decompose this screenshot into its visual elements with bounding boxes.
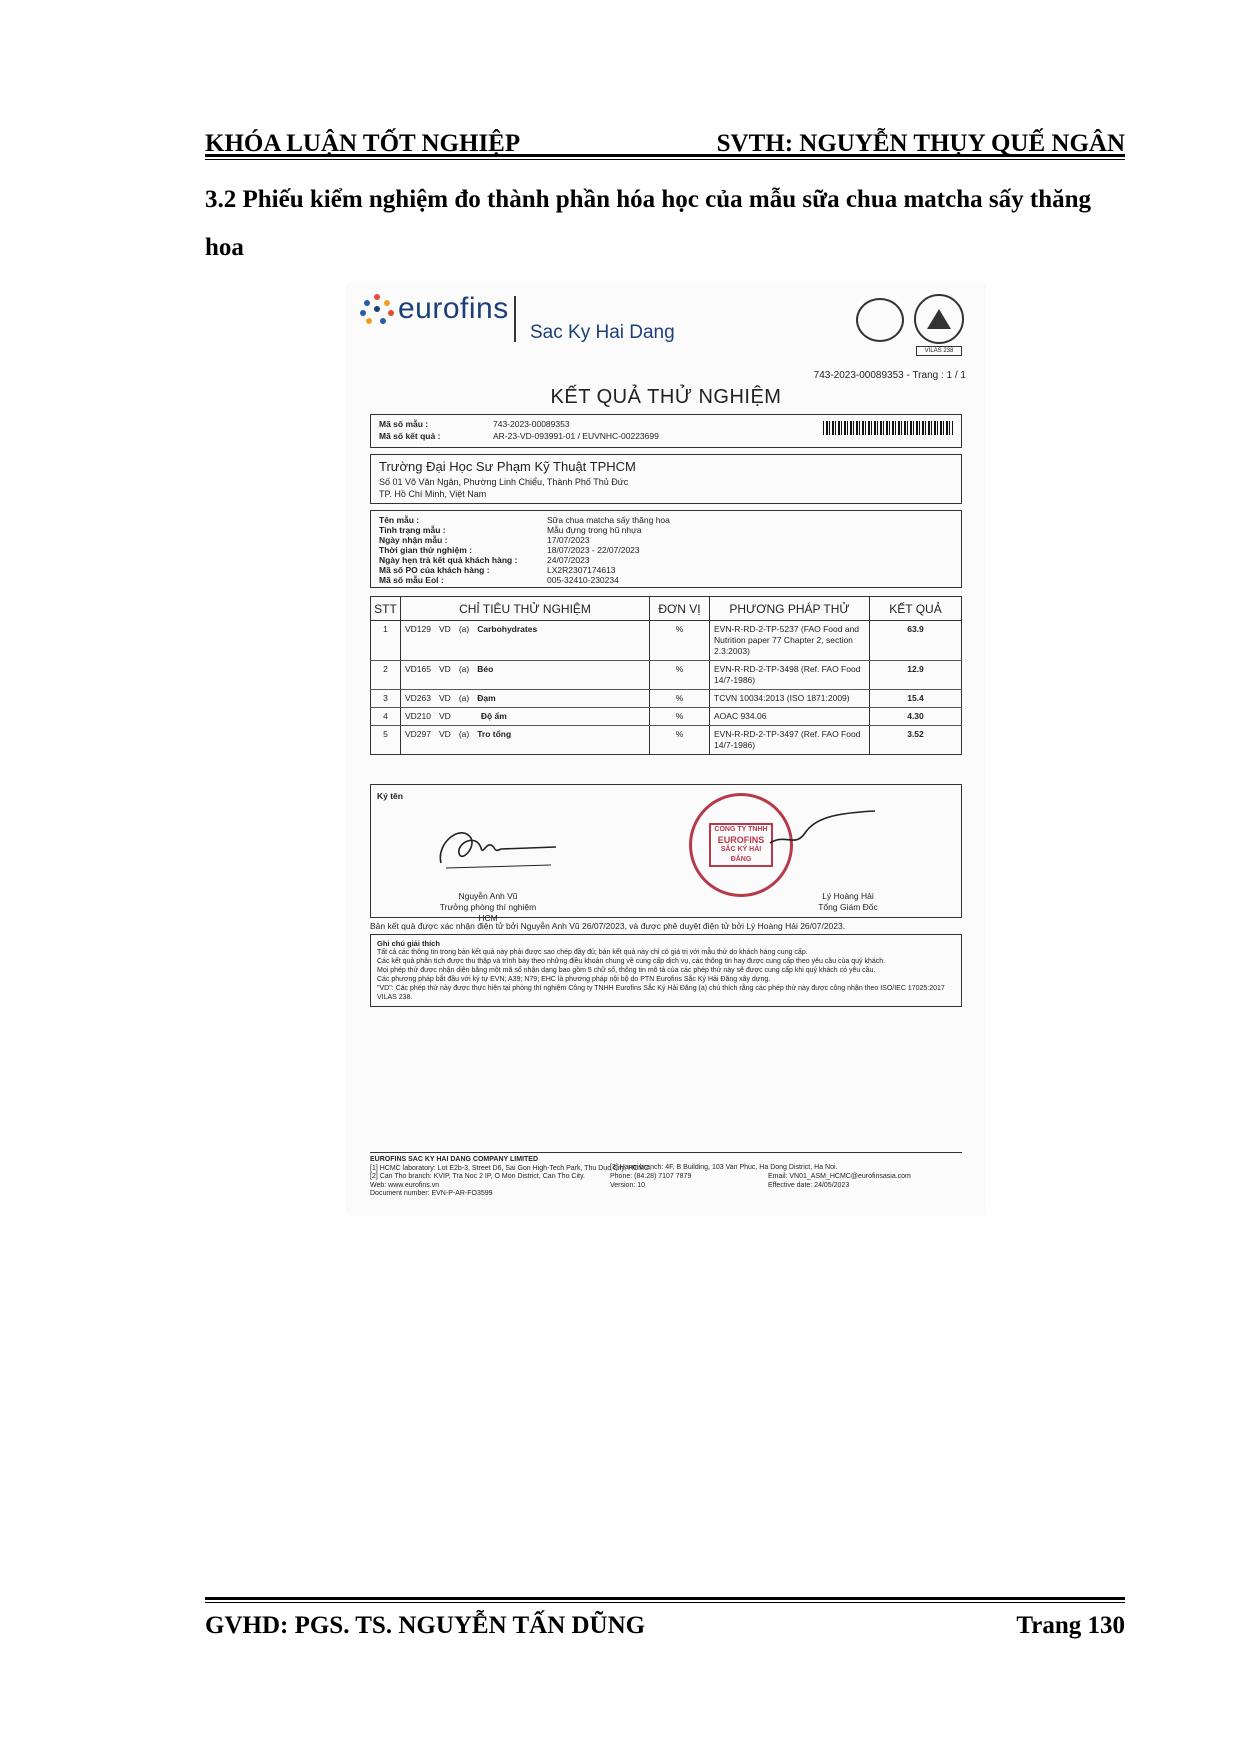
row-indicator — [405, 624, 645, 635]
section-title: 3.2 Phiếu kiểm nghiệm đo thành phần hóa học của mẫu sữa chua matcha sấy thăng hoa — [205, 186, 1091, 261]
notes-line: Các kết quả phân tích được thu thập và trình bày theo những điều khoản chung về cung cấp dịch vụ, các thông tin hay được cung cấp theo yêu cầu của quý khách. — [377, 958, 886, 965]
row-unit: % — [650, 661, 710, 690]
result-id-label: Mã số kết quả : — [379, 431, 441, 441]
sample-info-label: Ngày nhận mẫu : — [379, 535, 448, 545]
company-cantho: [2] Can Tho branch: KVIP, Tra Noc 2 IP, O Mon District, Can Tho City. — [370, 1173, 585, 1180]
company-effective: Effective date: 24/05/2023 — [768, 1181, 850, 1189]
row-indicator — [405, 664, 645, 675]
row-lab: VD — [439, 624, 451, 634]
row-method: AOAC 934.06 — [710, 708, 870, 726]
sample-info-label: Tên mẫu : — [379, 515, 420, 525]
row-code: VD165 — [405, 664, 431, 674]
sample-id-label: Mã số mẫu : — [379, 419, 429, 429]
customer-address-2: TP. Hồ Chí Minh, Việt Nam — [379, 489, 487, 499]
customer-box — [370, 454, 962, 504]
page-header — [205, 118, 1125, 158]
certification-seal-icon — [856, 298, 904, 342]
row-indicator — [405, 729, 645, 740]
header-result: KẾT QUẢ — [870, 597, 962, 621]
header-unit: ĐƠN VỊ — [650, 597, 710, 621]
row-name: Đạm — [477, 693, 496, 703]
stamp-line: SẮC KÝ HẢI ĐĂNG — [720, 846, 762, 863]
sample-id-box — [370, 414, 962, 448]
signature-box — [370, 784, 962, 923]
table-row — [371, 690, 962, 708]
row-unit: % — [650, 621, 710, 661]
row-indicator — [405, 693, 645, 704]
stamp-line: EUROFINS — [717, 835, 765, 845]
sample-info-label: Tình trạng mẫu : — [379, 525, 446, 535]
row-flag: (a) — [458, 729, 470, 739]
company-doc: Document number: EVN-P-AR-FO3599 — [370, 1190, 493, 1197]
signer-2-title: Tổng Giám Đốc — [818, 902, 878, 912]
row-lab: VD — [439, 664, 451, 674]
row-method: TCVN 10034:2013 (ISO 1871:2009) — [710, 690, 870, 708]
row-flag — [459, 711, 473, 722]
logo-separator — [514, 296, 516, 342]
row-lab: VD — [439, 729, 451, 739]
row-lab: VD — [439, 711, 451, 721]
row-name: Tro tổng — [477, 729, 512, 739]
company-version: Version: 10 — [610, 1181, 646, 1189]
row-indicator — [405, 711, 645, 722]
header-stt: STT — [371, 597, 401, 621]
row-unit: % — [650, 708, 710, 726]
row-name: Carbohydrates — [477, 624, 538, 634]
result-id-value: AR-23-VD-093991-01 / EUVNHC-00223699 — [493, 431, 659, 441]
footer-rule — [205, 1597, 1125, 1600]
row-code: VD297 — [405, 729, 431, 739]
sample-info-label: Mã số mẫu Eol : — [379, 575, 444, 585]
sample-id-value: 743-2023-00089353 — [493, 419, 570, 429]
row-code: VD263 — [405, 693, 431, 703]
row-result: 63.9 — [870, 621, 962, 661]
notes-line: Tất cả các thông tin trong bản kết quả này phải được sao chép đầy đủ; bản kết quả này chỉ có giá trị với mẫu thử do khách hàng cung cấp. — [377, 949, 808, 956]
page-footer — [205, 1612, 1125, 1640]
header-rule — [205, 154, 1125, 157]
header-method: PHƯƠNG PHÁP THỬ — [710, 597, 870, 621]
signer-1-title: Trưởng phòng thí nghiệm HCM — [439, 902, 537, 923]
stamp-line: CÔNG TY TNHH — [714, 826, 768, 833]
report-reference: 743-2023-00089353 - Trang : 1 / 1 — [813, 370, 966, 381]
header-rule-thin — [205, 159, 1125, 160]
sample-info-value: Mẫu đựng trong hũ nhựa — [547, 525, 642, 535]
notes-title: Ghi chú giải thích — [377, 939, 440, 948]
company-email: Email: VN01_ASM_HCMC@eurofinsasia.com — [768, 1173, 911, 1180]
sample-info-value: LX2R2307174613 — [547, 565, 616, 575]
row-stt: 2 — [371, 661, 401, 690]
row-code: VD210 — [405, 711, 431, 721]
row-result: 3.52 — [870, 726, 962, 755]
supervisor-name: GVHD: PGS. TS. NGUYỄN TẤN DŨNG — [205, 1612, 646, 1639]
notes-box — [370, 934, 962, 1007]
row-name: Béo — [477, 664, 494, 674]
logo-word: eurofins — [398, 292, 509, 325]
row-unit: % — [650, 690, 710, 708]
accreditation-seal-icon — [914, 294, 964, 344]
approval-note: Bản kết quả được xác nhận điện tử bởi Nguyễn Anh Vũ 26/07/2023, và được phê duyệt điện tử bởi Lý Hoàng Hải 26/07/2023. — [370, 921, 846, 931]
row-flag: (a) — [458, 624, 470, 634]
company-hanoi: [3] Hanoi branch: 4F, B Building, 103 Van Phuc, Ha Dong District, Ha Noi. — [610, 1164, 838, 1171]
company-info — [370, 1156, 651, 1199]
sample-info-value: 18/07/2023 - 22/07/2023 — [547, 545, 640, 555]
sample-info-box — [370, 510, 962, 588]
row-method: EVN-R-RD-2-TP-5237 (FAO Food and Nutrition paper 77 Chapter 2, section 2.3:2003) — [710, 621, 870, 661]
eurofins-logo — [360, 292, 509, 326]
row-method: EVN-R-RD-2-TP-3498 (Ref. FAO Food 14/7-1986) — [710, 661, 870, 690]
row-flag: (a) — [458, 664, 470, 674]
row-stt: 1 — [371, 621, 401, 661]
company-web: Web: www.eurofins.vn — [370, 1181, 440, 1189]
sample-info-value: 005-32410-230234 — [547, 575, 619, 585]
row-flag: (a) — [458, 693, 470, 703]
sample-info-label: Ngày hẹn trả kết quả khách hàng : — [379, 555, 518, 565]
company-phone: Phone: (84.28) 7107 7879 — [610, 1173, 692, 1180]
report-title: KẾT QUẢ THỬ NGHIỆM — [550, 386, 782, 408]
logo-subtitle: Sac Ky Hai Dang — [530, 322, 675, 343]
row-lab: VD — [439, 693, 451, 703]
test-report-scan — [348, 284, 984, 1214]
sample-info-value: 17/07/2023 — [547, 535, 590, 545]
customer-name: Trường Đại Học Sư Phạm Kỹ Thuật TPHCM — [379, 459, 636, 474]
row-stt: 4 — [371, 708, 401, 726]
signature-1-icon — [431, 813, 571, 873]
row-result: 12.9 — [870, 661, 962, 690]
row-stt: 5 — [371, 726, 401, 755]
row-name: Độ ẩm — [480, 711, 507, 721]
company-hcmc: [1] HCMC laboratory: Lot E2b-3, Street D6, Sai Gon High-Tech Park, Thu Duc City, HCMC. — [370, 1164, 652, 1172]
company-name: EUROFINS SAC KY HAI DANG COMPANY LIMITED — [370, 1156, 539, 1163]
student-name: SVTH: NGUYỄN THỤY QUẾ NGÂN — [716, 130, 1125, 157]
row-result: 4.30 — [870, 708, 962, 726]
row-unit: % — [650, 726, 710, 755]
vilas-tag: VILAS 238 — [916, 346, 962, 356]
signature-label: Ký tên — [377, 791, 403, 801]
page-number: Trang 130 — [1016, 1612, 1125, 1639]
table-row — [371, 621, 962, 661]
signer-1-name: Nguyễn Anh Vũ — [458, 891, 518, 901]
eurofins-dots-icon — [360, 292, 394, 326]
thesis-label: KHÓA LUẬN TỐT NGHIỆP — [205, 130, 521, 157]
table-row — [371, 708, 962, 726]
signer-2-name: Lý Hoàng Hải — [822, 891, 874, 901]
customer-address-1: Số 01 Võ Văn Ngân, Phường Linh Chiểu, Thành Phố Thủ Đức — [379, 477, 629, 487]
signature-2-icon — [765, 803, 885, 863]
table-row — [371, 661, 962, 690]
table-header-row — [371, 597, 962, 621]
row-result: 15.4 — [870, 690, 962, 708]
row-code: VD129 — [405, 624, 431, 634]
notes-line: Các phương pháp bắt đầu với ký tự EVN; A39; N79; EHC là phương pháp nội bộ do PTN Eurofins Sắc Ký Hải Đăng xây dựng. — [377, 976, 771, 983]
test-results-table — [370, 596, 962, 755]
table-row — [371, 726, 962, 755]
sample-info-value: 24/07/2023 — [547, 555, 590, 565]
row-stt: 3 — [371, 690, 401, 708]
header-indicator: CHỈ TIÊU THỬ NGHIỆM — [401, 597, 650, 621]
sample-info-label: Mã số PO của khách hàng : — [379, 565, 490, 575]
barcode — [823, 421, 953, 435]
sample-info-value: Sữa chua matcha sấy thăng hoa — [547, 515, 670, 525]
row-method: EVN-R-RD-2-TP-3497 (Ref. FAO Food 14/7-1986) — [710, 726, 870, 755]
footer-rule-thin — [205, 1602, 1125, 1603]
sample-info-label: Thời gian thử nghiệm : — [379, 545, 472, 555]
notes-line: "VD": Các phép thử này được thực hiện tại phòng thí nghiệm Công ty TNHH Eurofins Sắc Ký Hải Đăng (a) chú thích rằng các phép thử này được công nhận theo ISO/IEC 17025:2017 VILAS 238. — [377, 985, 945, 1001]
report-footer-rule — [370, 1152, 962, 1153]
notes-line: Mọi phép thử được nhận diện bằng một mã số nhận dạng bao gồm 5 chữ số, thông tin mô tả của các phép thử này sẽ được cung cấp khi quý khách có yêu cầu. — [377, 967, 876, 974]
